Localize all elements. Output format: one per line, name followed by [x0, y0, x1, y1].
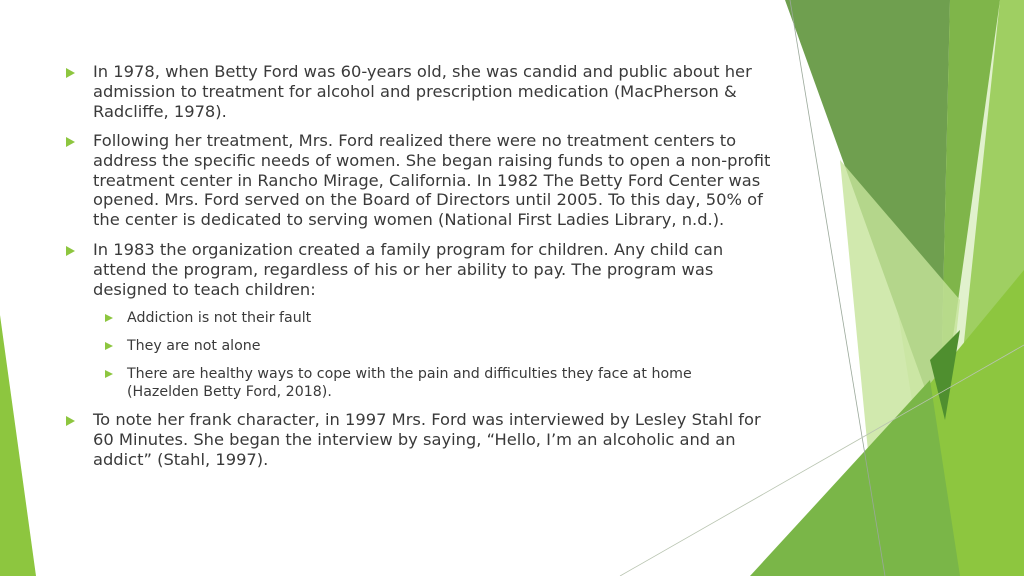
sub-bullet-text: They are not alone: [127, 338, 261, 354]
bullet-arrow-icon: [66, 137, 75, 147]
sub-bullet-text: Addiction is not their fault: [127, 310, 312, 326]
bullet-text: Following her treatment, Mrs. Ford realized there were no treatment centers to address the specific needs of women. She began raising funds to open a non-profit treatment center in Rancho Mirage, California. In 1982 The Betty Ford Center was opened. Mrs. Ford served on the Board of Directors until 2005. To this day, 50% of the center is dedicated to serving women (National First Ladies Library, n.d.).: [93, 131, 771, 230]
sub-bullet-arrow-icon: [105, 342, 113, 350]
bullet-text: In 1978, when Betty Ford was 60-years old, she was candid and public about her admission to treatment for alcohol and prescription medication (MacPherson & Radcliffe, 1978).: [93, 62, 752, 121]
bullet-text: In 1983 the organization created a family program for children. Any child can attend the program, regardless of his or her ability to pay. The program was designed to teach children:: [93, 240, 724, 299]
sub-bullet-text: There are healthy ways to cope with the pain and difficulties they face at home (Hazelden Betty Ford, 2018).: [127, 366, 692, 400]
sub-bullet-arrow-icon: [105, 370, 113, 378]
bullet-arrow-icon: [66, 246, 75, 256]
sub-bullet-arrow-icon: [105, 314, 113, 322]
bullet-text: To note her frank character, in 1997 Mrs. Ford was interviewed by Lesley Stahl for 60 Minutes. She began the interview by saying, “Hello, I’m an alcoholic and an addict” (Stahl, 1997).: [93, 410, 761, 469]
bullet-arrow-icon: [66, 416, 75, 426]
bullet-arrow-icon: [66, 68, 75, 78]
